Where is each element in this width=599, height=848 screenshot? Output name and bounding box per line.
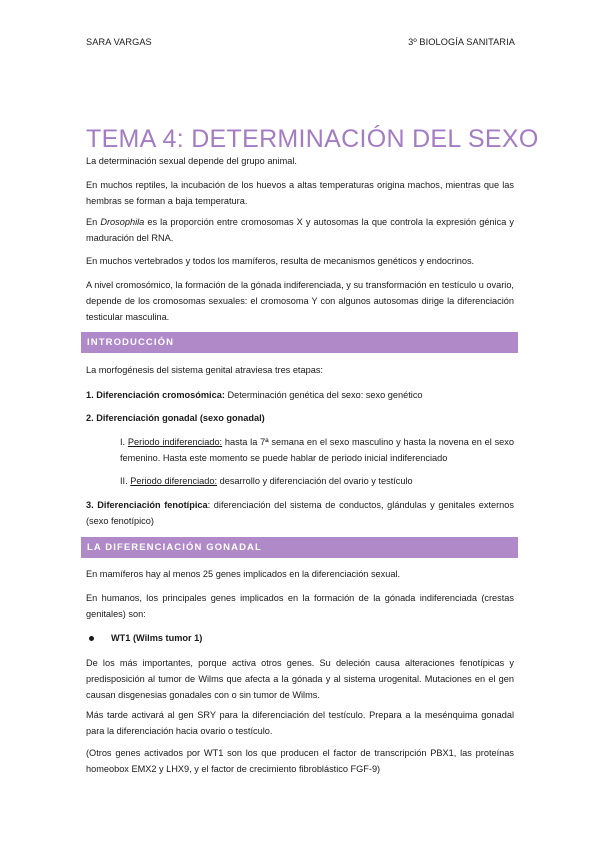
header-author: SARA VARGAS	[86, 37, 152, 47]
substage-1-number: I.	[120, 437, 128, 447]
section-heading-introduccion	[81, 332, 518, 353]
page-title: TEMA 4: DETERMINACIÓN DEL SEXO	[86, 124, 539, 153]
substage-2	[120, 473, 514, 489]
substage-1	[120, 434, 514, 466]
section-heading-label: LA DIFERENCIACIÓN GONADAL	[87, 542, 262, 553]
substage-2-text: desarrollo y diferenciación del ovario y testículo	[217, 476, 413, 486]
paragraph-intro-2: En muchos reptiles, la incubación de los huevos a altas temperaturas origina machos, mientras que las hembras se forman a baja temperatura.	[86, 180, 514, 206]
paragraph-gonadal-3: De los más importantes, porque activa otros genes. Su deleción causa alteraciones fenotípicas y predisposición al tumor de Wilms que afecta a la gónada y al sistema urogenital. Mutaciones en el gen causan disgenesias gonadales con o sin tumor de Wilms.	[86, 658, 514, 700]
paragraph-gonadal-2: En humanos, los principales genes implicados en la formación de la gónada indiferenciada (crestas genitales) son:	[86, 593, 514, 619]
stage-3-text: : diferenciación del sistema de conductos, glándulas y genitales externos (sexo fenotípico)	[86, 500, 514, 526]
substage-2-title: Periodo diferenciado:	[130, 476, 218, 486]
stage-2-title: 2. Diferenciación gonadal (sexo gonadal)	[86, 413, 265, 423]
paragraph-intro-5: A nivel cromosómico, la formación de la gónada indiferenciada, y su transformación en testículo u ovario, depende de los cromosomas sexuales: el cromosoma Y con algunos autosomas dirige la diferenciación testicular masculina.	[86, 280, 514, 322]
bullet-wt1-label: WT1 (Wilms tumor 1)	[111, 633, 203, 643]
substage-1-title: Periodo indiferenciado:	[127, 437, 223, 447]
bullet-icon	[89, 636, 94, 641]
substage-2-number: II.	[120, 476, 131, 486]
paragraph-gonadal-5: (Otros genes activados por WT1 son los que producen el factor de transcripción PBX1, las proteínas homeobox EMX2 y LHX9, y el factor de crecimiento fibroblástico FGF-9)	[86, 748, 514, 774]
paragraph-intro-3	[86, 214, 514, 246]
header-course: 3º BIOLOGÍA SANITARIA	[408, 37, 515, 47]
substage-1-text: hasta la 7ª semana en el sexo masculino y hasta la novena en el sexo femenino. Hasta este momento se puede hablar de periodo inicial indiferenciado	[120, 437, 514, 463]
stage-2	[86, 410, 514, 426]
stage-1-title: 1. Diferenciación cromosómica:	[86, 390, 225, 400]
bullet-wt1	[111, 630, 514, 646]
paragraph-intro-1: La determinación sexual depende del grupo animal.	[86, 156, 297, 166]
paragraph-gonadal-1: En mamíferos hay al menos 25 genes implicados en la diferenciación sexual.	[86, 569, 401, 579]
paragraph-gonadal-4: Más tarde activará al gen SRY para la diferenciación del testículo. Prepara a la mesénquima gonadal para la diferenciación hacia ovario o testículo.	[86, 710, 514, 736]
paragraph-intro-4: En muchos vertebrados y todos los mamíferos, resulta de mecanismos genéticos y endocrinos.	[86, 256, 475, 266]
section-heading-diferenciacion-gonadal	[81, 537, 518, 558]
drosophila-text: es la proporción entre cromosomas X y autosomas la que controla la expresión génica y maduración del RNA.	[86, 217, 514, 243]
drosophila-term: Drosophila	[100, 217, 145, 227]
stage-1-text: Determinación genética del sexo: sexo genético	[224, 390, 423, 400]
stage-3	[86, 497, 514, 529]
stage-1	[86, 387, 514, 403]
section-heading-label: INTRODUCCIÓN	[87, 337, 175, 348]
stage-3-title: 3. Diferenciación fenotípica	[86, 500, 208, 510]
drosophila-lead: En	[86, 217, 101, 227]
paragraph-stages-lead: La morfogénesis del sistema genital atraviesa tres etapas:	[86, 365, 323, 375]
